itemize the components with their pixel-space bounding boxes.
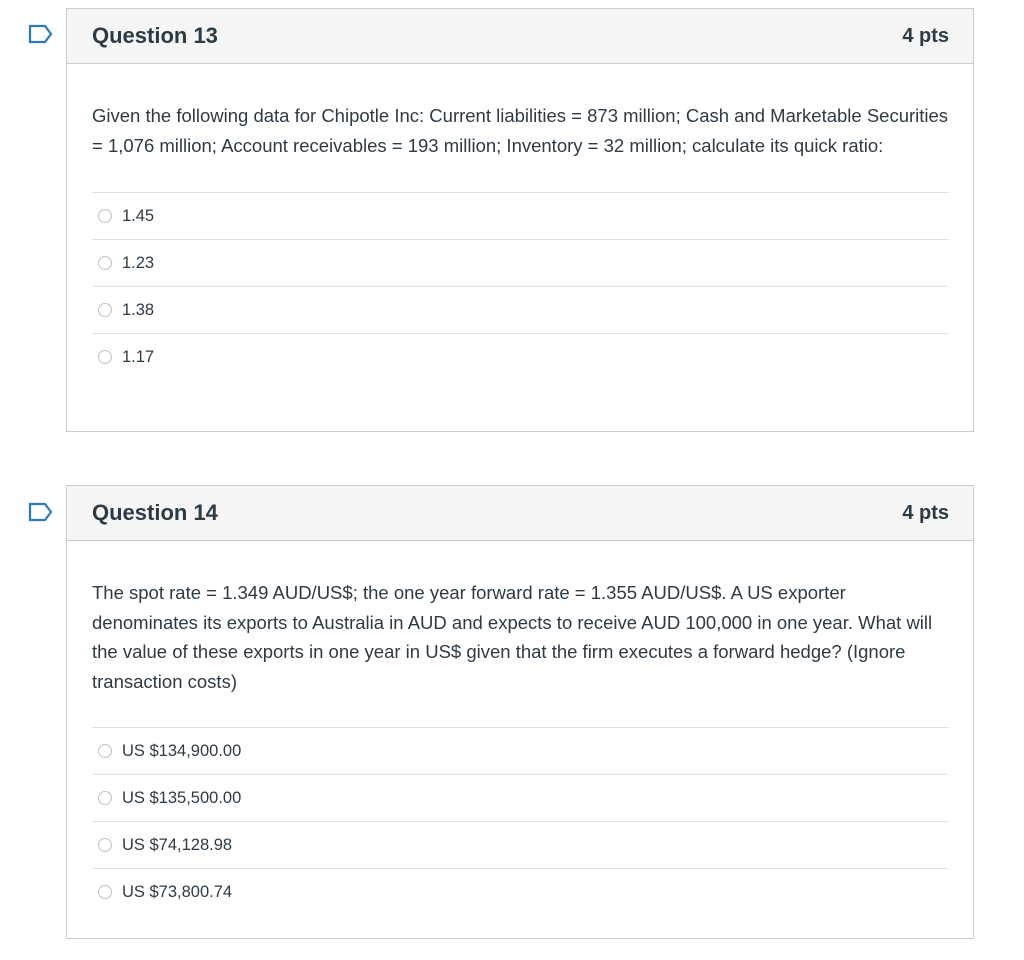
question-title: Question 13	[92, 23, 218, 48]
flag-question-icon[interactable]	[28, 24, 54, 44]
question-title: Question 14	[92, 500, 218, 525]
question-points: 4 pts	[902, 501, 949, 524]
radio-button[interactable]	[98, 256, 112, 270]
answer-label: 1.38	[122, 300, 155, 319]
answer-list	[92, 192, 949, 380]
question-text: The spot rate = 1.349 AUD/US$; the one year forward rate = 1.355 AUD/US$. A US exporter denominates its exports to Australia in AUD and expects to receive AUD 100,000 in one year. What will the value of these exports in one year in US$ given that the firm executes a forward hedge? (Ignore transaction costs)	[92, 582, 933, 692]
question-13-card	[66, 8, 974, 432]
answer-option[interactable]	[92, 774, 949, 821]
radio-button[interactable]	[98, 350, 112, 364]
question-14-card	[66, 485, 974, 939]
answer-option[interactable]	[92, 868, 949, 915]
flag-question-icon[interactable]	[28, 502, 54, 522]
question-header	[67, 486, 973, 541]
answer-label: 1.23	[122, 253, 155, 272]
question-points: 4 pts	[902, 24, 949, 47]
radio-button[interactable]	[98, 209, 112, 223]
radio-button[interactable]	[98, 303, 112, 317]
answer-option[interactable]	[92, 239, 949, 286]
answer-list	[92, 727, 949, 915]
radio-button[interactable]	[98, 838, 112, 852]
question-text: Given the following data for Chipotle Inc: Current liabilities = 873 million; Cash and Marketable Securities = 1,076 million; Account receivables = 193 million; Inventory = 32 million; calculate its quick ratio:	[92, 105, 949, 156]
answer-label: US $73,800.74	[122, 882, 233, 901]
question-header	[67, 9, 973, 64]
answer-option[interactable]	[92, 821, 949, 868]
answer-label: 1.17	[122, 347, 155, 366]
answer-label: 1.45	[122, 206, 155, 225]
radio-button[interactable]	[98, 885, 112, 899]
answer-label: US $135,500.00	[122, 788, 242, 807]
answer-option[interactable]	[92, 286, 949, 333]
answer-option[interactable]	[92, 333, 949, 380]
answer-label: US $74,128.98	[122, 835, 233, 854]
answer-option[interactable]	[92, 192, 949, 239]
radio-button[interactable]	[98, 791, 112, 805]
radio-button[interactable]	[98, 744, 112, 758]
answer-label: US $134,900.00	[122, 741, 242, 760]
answer-option[interactable]	[92, 727, 949, 774]
